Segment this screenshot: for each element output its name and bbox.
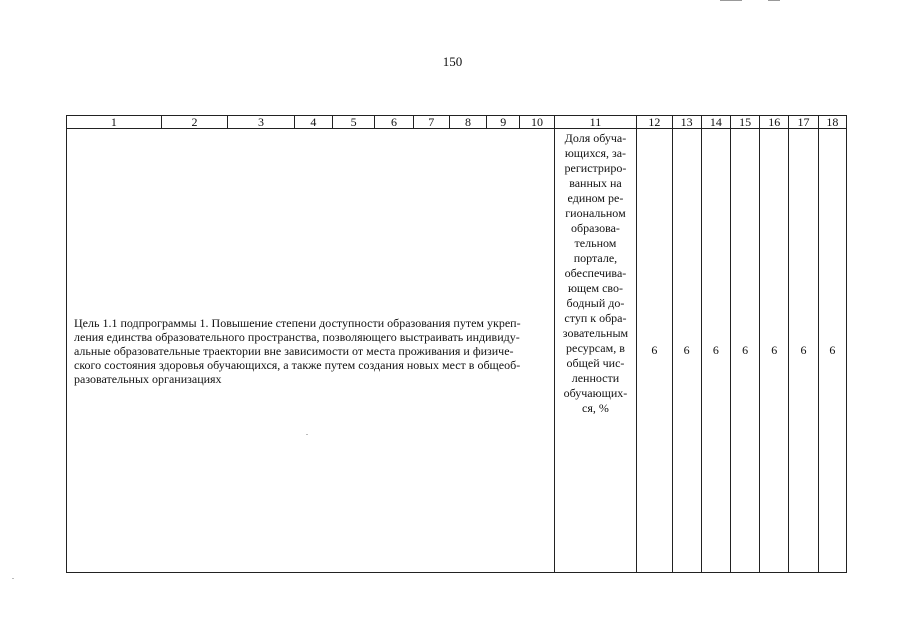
indicator-line: портале,	[573, 251, 618, 265]
column-number-header: 2	[161, 116, 228, 129]
indicator-line: ющем сво-	[567, 281, 623, 295]
value-cell: 6	[730, 129, 759, 573]
column-number-header: 16	[760, 116, 789, 129]
column-number-header: 18	[818, 116, 846, 129]
column-number-header: 6	[375, 116, 413, 129]
column-number-header: 12	[637, 116, 672, 129]
value-cell: 6	[701, 129, 730, 573]
indicator-line: Доля обуча-	[564, 131, 627, 145]
data-table	[66, 115, 847, 573]
indicator-cell	[554, 129, 637, 573]
column-number-header: 9	[487, 116, 520, 129]
goal-text-line: Цель 1.1 подпрограммы 1. Повышение степени доступности образования путем укреп-	[74, 315, 521, 330]
column-number-header: 15	[730, 116, 759, 129]
indicator-line: образова-	[570, 221, 620, 235]
indicator-line: бодный до-	[566, 296, 625, 310]
column-number-header: 1	[67, 116, 162, 129]
value-cell: 6	[672, 129, 701, 573]
indicator-line: обучающих-	[563, 386, 628, 400]
indicator-line: ленности	[571, 371, 620, 385]
column-number-header-row	[67, 116, 847, 129]
scan-speck	[306, 434, 308, 435]
goal-cell	[67, 129, 555, 573]
goal-text-line: альные образовательные траектории вне зависимости от места проживания и физиче-	[74, 343, 514, 358]
indicator-line: ся, %	[582, 401, 609, 415]
column-number-header: 5	[333, 116, 375, 129]
column-number-header: 4	[294, 116, 332, 129]
indicator-line: зовательным	[562, 326, 629, 340]
column-number-header: 3	[228, 116, 295, 129]
column-number-header: 11	[554, 116, 637, 129]
top-scan-marks	[690, 0, 790, 4]
goal-row	[67, 129, 847, 573]
column-number-header: 17	[789, 116, 818, 129]
column-number-header: 7	[413, 116, 449, 129]
page-number: 150	[442, 54, 463, 69]
value-cell: 6	[760, 129, 789, 573]
indicator-line: тельном	[574, 236, 617, 250]
goal-text-line: ского состояния здоровья обучающихся, а также путем создания новых мест в общеоб-	[74, 357, 521, 372]
column-number-header: 8	[449, 116, 486, 129]
column-number-header: 13	[672, 116, 701, 129]
indicator-line: ступ к обра-	[564, 311, 627, 325]
value-cell: 6	[637, 129, 672, 573]
column-number-header: 14	[701, 116, 730, 129]
indicator-line: ресурсам, в	[566, 341, 625, 355]
value-cell: 6	[789, 129, 818, 573]
indicator-line: обеспечива-	[564, 266, 627, 280]
indicator-line: гиональном	[565, 206, 626, 220]
value-cell: 6	[818, 129, 846, 573]
goal-text-line: разовательных организациях	[74, 371, 222, 386]
indicator-line: ющихся, за-	[564, 146, 627, 160]
indicator-line: общей чис-	[566, 356, 625, 370]
scan-speck	[12, 578, 14, 579]
goal-text-line: ления единства образовательного пространства, позволяющего выстраивать индивиду-	[74, 329, 520, 344]
column-number-header: 10	[520, 116, 554, 129]
indicator-line: ванных на	[569, 176, 622, 190]
indicator-line: едином ре-	[567, 191, 624, 205]
indicator-line: регистриро-	[564, 161, 627, 175]
